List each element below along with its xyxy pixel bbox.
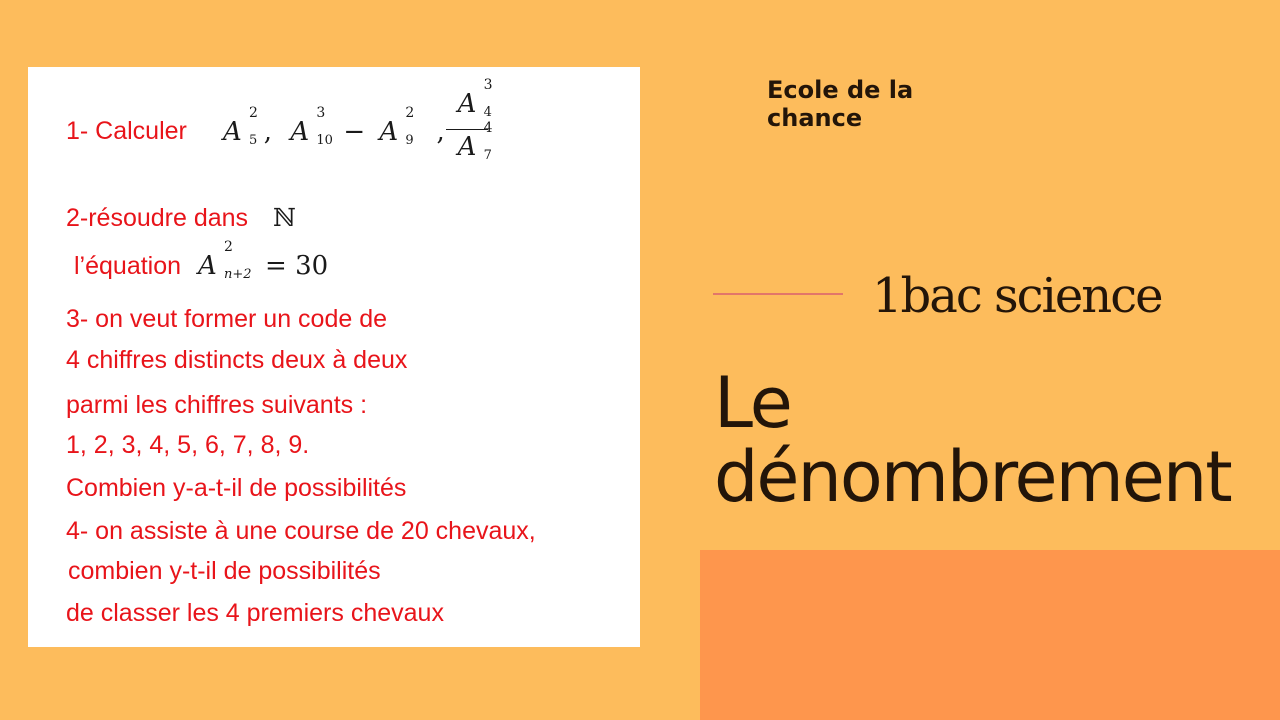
question-1-formulas: A 2 5 , A 3 10 − A 2 9 , — [223, 105, 445, 148]
question-3-line: 3- on veut former un code de — [66, 305, 388, 333]
exercise-card — [28, 67, 640, 647]
question-1-fraction: A 3 4 A 4 7 — [446, 89, 488, 170]
question-4-line: 4- on assiste à une course de 20 chevaux, — [66, 517, 536, 545]
question-3-line: 1, 2, 3, 4, 5, 6, 7, 8, 9. — [66, 431, 310, 459]
natural-numbers-symbol: ℕ — [273, 203, 296, 232]
question-2-text: 2-résoudre dans — [66, 204, 249, 232]
question-1-label: 1- Calculer — [66, 117, 187, 145]
question-2-line-1 — [66, 203, 296, 233]
question-3-line: Combien y-a-t-il de possibilités — [66, 474, 407, 502]
question-3-line: 4 chiffres distincts deux à deux — [66, 346, 408, 374]
title-line-2: dénombrement — [714, 436, 1231, 518]
question-2-equation-label: l’équation — [74, 252, 182, 280]
title-line-1: Le — [714, 362, 791, 444]
question-4-line: de classer les 4 premiers chevaux — [66, 599, 444, 627]
page-title — [714, 362, 1231, 518]
accent-line — [713, 293, 843, 295]
question-3-line: parmi les chiffres suivants : — [66, 391, 368, 419]
level-label: 1bac science — [872, 268, 1162, 324]
question-1 — [66, 117, 187, 146]
decorative-orange-block — [700, 550, 1280, 720]
question-2-line-2 — [74, 239, 329, 282]
equation-value: = 30 — [265, 251, 329, 281]
school-name: Ecole de la chance — [767, 76, 914, 132]
question-2-equation: A 2 n+2 = 30 — [197, 239, 329, 282]
question-4-line: combien y-t-il de possibilités — [68, 557, 381, 585]
